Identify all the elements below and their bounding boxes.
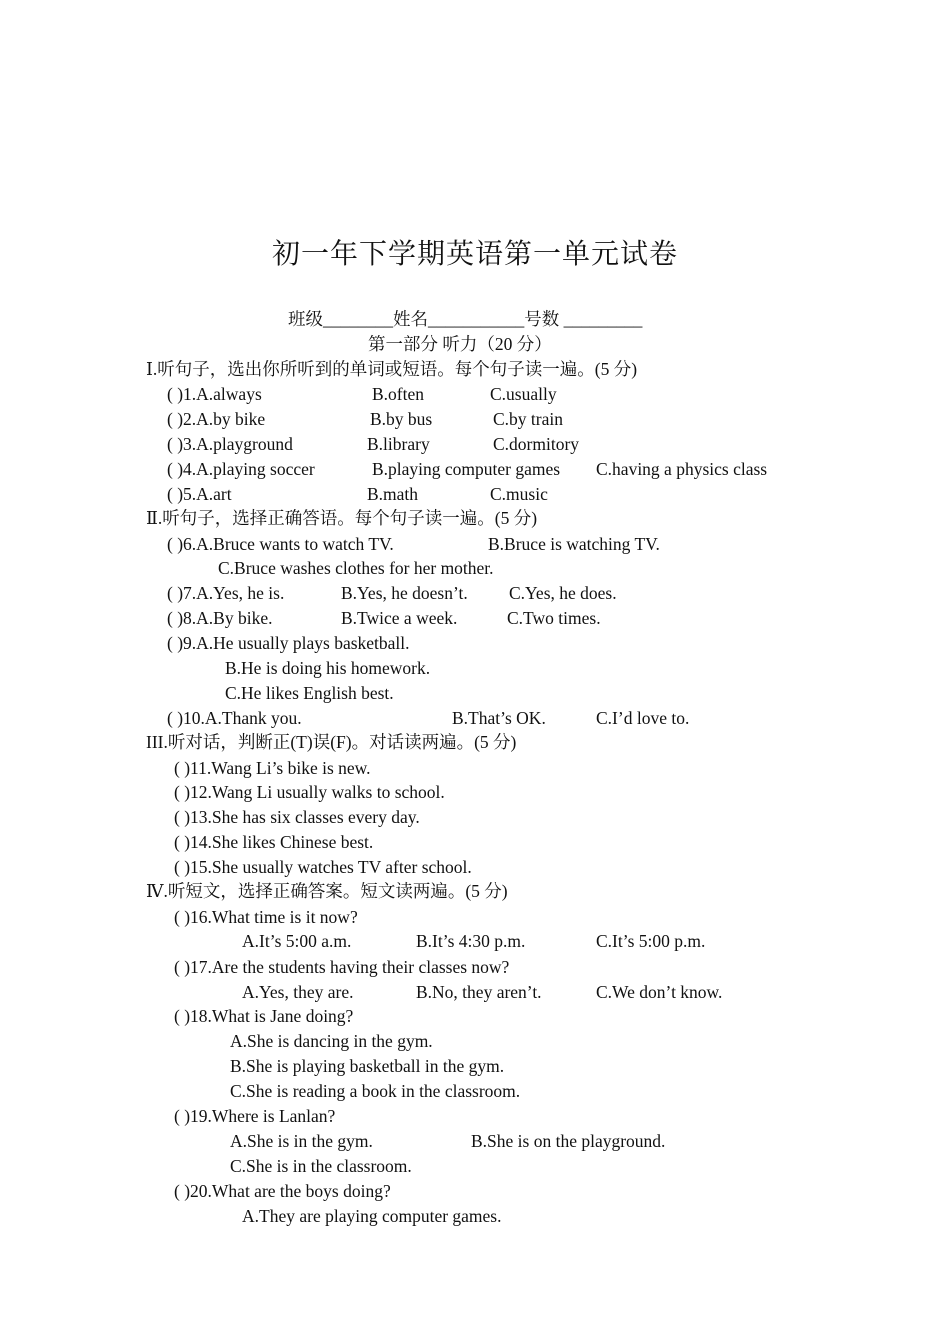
section-2-heading: Ⅱ.听句子，选择正确答语。每个句子读一遍。(5 分) (146, 508, 538, 528)
q17-question: ( )17.Are the students having their classes now? (174, 957, 510, 977)
q6-option-a: ( )6.A.Bruce wants to watch TV. (167, 534, 394, 554)
q15-statement: ( )15.She usually watches TV after school. (174, 857, 472, 877)
q8-option-a: ( )8.A.By bike. (167, 608, 273, 628)
q1-option-a: ( )1.A.always (167, 384, 262, 404)
q19-option-b: B.She is on the playground. (471, 1131, 666, 1151)
q9-option-c: C.He likes English best. (225, 683, 394, 703)
q6-option-c: C.Bruce washes clothes for her mother. (218, 558, 494, 578)
q9-option-b: B.He is doing his homework. (225, 658, 431, 678)
q18-option-c: C.She is reading a book in the classroom. (230, 1081, 521, 1101)
q1-option-c: C.usually (490, 384, 557, 404)
section-1-heading: Ⅰ.听句子，选出你所听到的单词或短语。每个句子读一遍。(5 分) (146, 359, 638, 379)
q19-option-a: A.She is in the gym. (230, 1131, 373, 1151)
q12-statement: ( )12.Wang Li usually walks to school. (174, 782, 445, 802)
q9-option-a: ( )9.A.He usually plays basketball. (167, 633, 410, 653)
q2-option-a: ( )2.A.by bike (167, 409, 266, 429)
q7-option-b: B.Yes, he doesn’t. (341, 583, 468, 603)
section-4-heading: Ⅳ.听短文，选择正确答案。短文读两遍。(5 分) (146, 881, 508, 901)
q8-option-b: B.Twice a week. (341, 608, 458, 628)
q17-option-c: C.We don’t know. (596, 982, 723, 1002)
q5-option-a: ( )5.A.art (167, 484, 232, 504)
q2-option-c: C.by train (493, 409, 563, 429)
q1-option-b: B.often (372, 384, 425, 404)
q18-question: ( )18.What is Jane doing? (174, 1006, 354, 1026)
q17-option-b: B.No, they aren’t. (416, 982, 542, 1002)
q18-option-a: A.She is dancing in the gym. (230, 1031, 433, 1051)
q10-option-a: ( )10.A.Thank you. (167, 708, 302, 728)
q4-option-c: C.having a physics class (596, 459, 768, 479)
q4-option-a: ( )4.A.playing soccer (167, 459, 315, 479)
q3-option-a: ( )3.A.playground (167, 434, 293, 454)
q19-option-c: C.She is in the classroom. (230, 1156, 412, 1176)
q18-option-b: B.She is playing basketball in the gym. (230, 1056, 505, 1076)
q5-option-b: B.math (367, 484, 419, 504)
q16-option-c: C.It’s 5:00 p.m. (596, 931, 706, 951)
section-3-heading: III.听对话，判断正(T)误(F)。对话读两遍。(5 分) (146, 732, 517, 752)
q16-option-a: A.It’s 5:00 a.m. (242, 931, 352, 951)
q13-statement: ( )13.She has six classes every day. (174, 807, 420, 827)
q3-option-b: B.library (367, 434, 430, 454)
q6-option-b: B.Bruce is watching TV. (488, 534, 660, 554)
q20-question: ( )20.What are the boys doing? (174, 1181, 391, 1201)
q8-option-c: C.Two times. (507, 608, 601, 628)
q7-option-c: C.Yes, he does. (509, 583, 617, 603)
q20-option-a: A.They are playing computer games. (242, 1206, 502, 1226)
q17-option-a: A.Yes, they are. (242, 982, 354, 1002)
q10-option-c: C.I’d love to. (596, 708, 690, 728)
part-heading: 第一部分 听力（20 分） (368, 334, 552, 354)
q3-option-c: C.dormitory (493, 434, 580, 454)
q16-option-b: B.It’s 4:30 p.m. (416, 931, 526, 951)
q5-option-c: C.music (490, 484, 548, 504)
q16-question: ( )16.What time is it now? (174, 907, 358, 927)
q10-option-b: B.That’s OK. (452, 708, 546, 728)
q4-option-b: B.playing computer games (372, 459, 561, 479)
q19-question: ( )19.Where is Lanlan? (174, 1106, 336, 1126)
q14-statement: ( )14.She likes Chinese best. (174, 832, 374, 852)
student-info-line: 班级________姓名___________号数 _________ (288, 309, 643, 329)
page-title: 初一年下学期英语第一单元试卷 (271, 239, 678, 270)
q7-option-a: ( )7.A.Yes, he is. (167, 583, 285, 603)
q11-statement: ( )11.Wang Li’s bike is new. (174, 758, 371, 778)
q2-option-b: B.by bus (370, 409, 433, 429)
